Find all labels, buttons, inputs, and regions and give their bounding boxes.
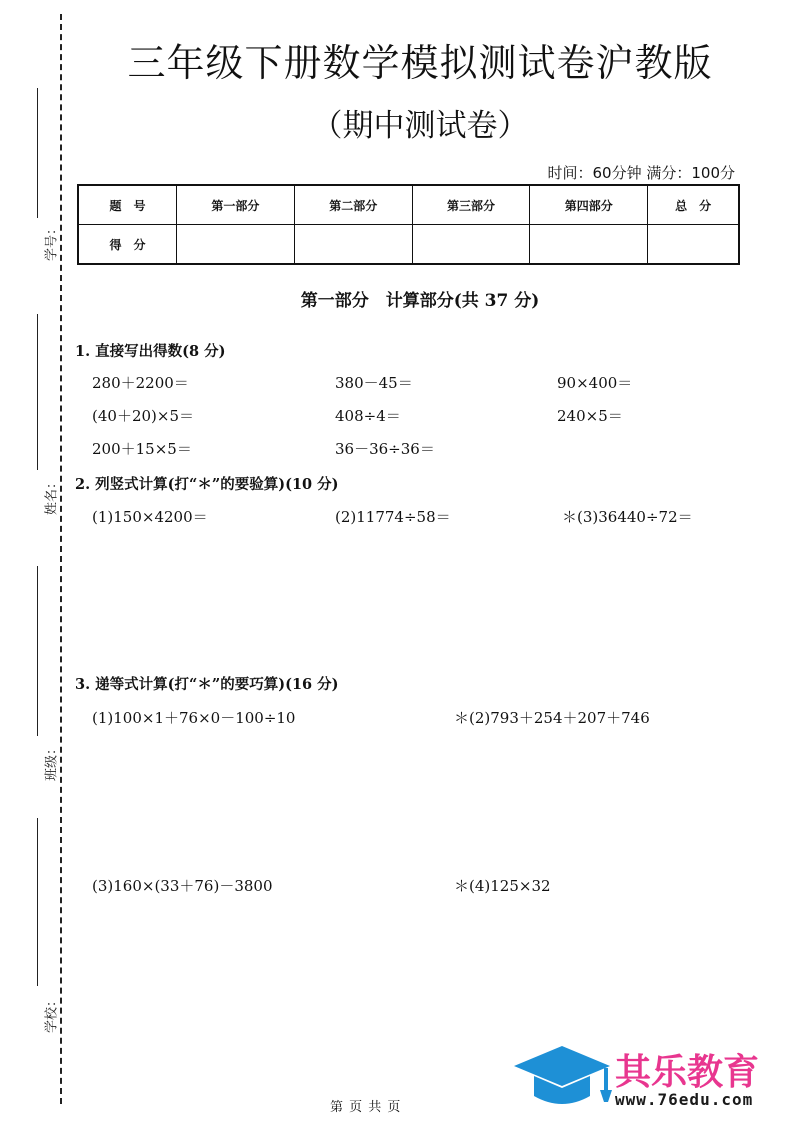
- school-label: 学校：: [44, 994, 60, 1034]
- section-title: 第一部分 计算部分(共 37 分): [300, 291, 540, 311]
- student-id-line[interactable]: [37, 88, 38, 218]
- question-heading: 3. 递等式计算(打“＊”的要巧算)(16 分): [75, 676, 339, 693]
- calc-item: ＊(3)36440÷72＝: [562, 508, 693, 526]
- score-cell-total[interactable]: [648, 225, 739, 265]
- score-table-cell: 总 分: [648, 185, 739, 225]
- score-cell-part1[interactable]: [177, 225, 295, 265]
- brand-url: www.76edu.com: [615, 1090, 754, 1109]
- calc-item: (40＋20)×5＝: [92, 407, 194, 425]
- calc-item: 36－36÷36＝: [335, 440, 435, 458]
- graduation-cap-icon: [512, 1040, 612, 1116]
- score-table-cell: 第四部分: [530, 185, 648, 225]
- name-label: 姓名：: [44, 476, 60, 516]
- name-line[interactable]: [37, 314, 38, 470]
- question-heading: 1. 直接写出得数(8 分): [75, 343, 226, 360]
- question-heading: 2. 列竖式计算(打“＊”的要验算)(10 分): [75, 476, 339, 493]
- calc-item: 408÷4＝: [335, 407, 401, 425]
- calc-item: ＊(4)125×32: [454, 877, 551, 895]
- school-line[interactable]: [37, 818, 38, 986]
- class-line[interactable]: [37, 566, 38, 736]
- score-table: [77, 184, 740, 265]
- calc-item: 90×400＝: [557, 374, 633, 392]
- score-table-cell: 第三部分: [412, 185, 530, 225]
- score-table-cell: 得 分: [78, 225, 177, 265]
- score-cell-part2[interactable]: [294, 225, 412, 265]
- calc-item: (2)11774÷58＝: [335, 508, 451, 526]
- score-table-score-row: [78, 225, 739, 265]
- class-label: 班级：: [44, 742, 60, 782]
- brand-logo: [512, 1040, 792, 1116]
- score-cell-part4[interactable]: [530, 225, 648, 265]
- calc-item: 280＋2200＝: [92, 374, 189, 392]
- time-info: 时间：60分钟 满分：100分: [547, 164, 735, 182]
- calc-item: 200＋15×5＝: [92, 440, 192, 458]
- brand-name: 其乐教育: [615, 1052, 760, 1093]
- score-table-header-row: [78, 185, 739, 225]
- calc-item: 240×5＝: [557, 407, 623, 425]
- score-table-cell: 题 号: [78, 185, 177, 225]
- student-id-label: 学号：: [44, 222, 60, 262]
- calc-item: (3)160×(33＋76)－3800: [92, 877, 273, 895]
- calc-item: (1)150×4200＝: [92, 508, 208, 526]
- calc-item: ＊(2)793＋254＋207＋746: [454, 709, 650, 727]
- score-cell-part3[interactable]: [412, 225, 530, 265]
- score-table-cell: 第一部分: [177, 185, 295, 225]
- binding-dashed-line: [60, 14, 62, 1104]
- calc-item: (1)100×1＋76×0－100÷10: [92, 709, 296, 727]
- page-title: 三年级下册数学模拟测试卷沪教版: [127, 41, 713, 85]
- page-footer: 第 页 共 页: [330, 1100, 402, 1115]
- page-subtitle: （期中测试卷）: [311, 108, 529, 144]
- calc-item: 380－45＝: [335, 374, 413, 392]
- score-table-cell: 第二部分: [294, 185, 412, 225]
